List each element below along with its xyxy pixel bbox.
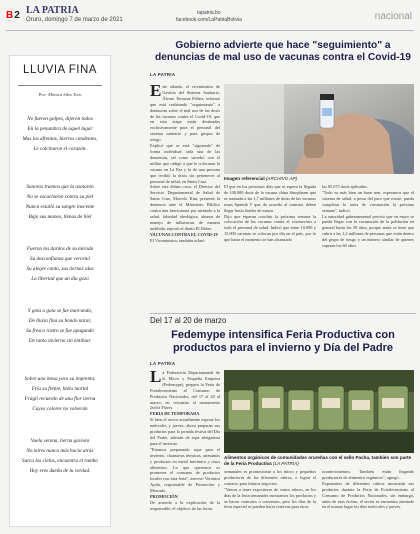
- poem-line: Nunca estalló su sangre inocente: [25, 204, 95, 210]
- article1-col3-p1: las 85.075 dosis aplicadas.: [322, 184, 368, 189]
- poem-line: De lluvia fina su hondo mirar,: [28, 318, 92, 324]
- article2-col2: [224, 469, 316, 510]
- issue-date: Oruro, domingo 7 de marzo de 2021: [26, 17, 123, 23]
- poem-line: Fría su frente, hielo mortal: [31, 386, 89, 392]
- poem-stanza: [10, 182, 110, 222]
- poem-line: Su fresco rostro se fue apagando: [26, 328, 94, 334]
- article2-col3-p2: Exponentes de diferentes rubros mostrarán sus productos durante la Feria de Fortalecimiento al Consumo de Productos Nacionales, sin embargo, antes de esas fechas, el sector se encuentra asentado en el mismo lugar los días miércoles y jueves.: [322, 480, 414, 510]
- article2-col2-p2: "Vamos a tener expositores de varios rubros, en los días de la feria semanales mostramos los productos y se hacen contratos o convenios, pero los días de la feria especial se pueden hacer reservas para otros: [224, 486, 316, 510]
- article1-headline: Gobierno advierte que hace "seguimiento" a denuncias de mal uso de vacunas contra el Covid-19: [155, 40, 411, 63]
- article2-p2: Si bien el sector actualmente expone los miércoles y jueves, ahora preparan sus productos para la jornada festiva del Día del Padre, además de ropa abrigadora para el invierno.: [150, 417, 220, 446]
- article1-col2-p2: Dijo que esperan concluir la próxima semana la colocación de las vacunas contra el coronavirus a todo el personal de salud. Indicó que entre 10.000 y 15.000 vacunas se colocan por día en el país, por lo que hasta el momento se han alcanzado: [224, 213, 316, 243]
- poem-line: No se escucharon contra su piel: [26, 194, 94, 200]
- poem-line: Hoy eres dueña de tu verdad.: [29, 468, 91, 474]
- article1-subhead: VACUNAS CONTRA EL COVID-19: [150, 231, 218, 237]
- poem-line: Su desconfianza que cercenó: [30, 256, 90, 262]
- poem-box: [10, 56, 110, 526]
- article2-source: LA PATRIA: [150, 361, 176, 366]
- article1-p4: El Viceministro, también aclaró: [150, 237, 205, 243]
- section-name: nacional: [374, 11, 412, 22]
- poem-line: Frágil recuerdo de una flor tierna: [24, 396, 96, 402]
- article1-col3: [322, 184, 414, 249]
- poem-line: Sonoros truenos que la azotaron: [26, 184, 94, 190]
- article2-p4: De acuerdo a la explicación de la responsable, el objetivo de las ferias: [150, 499, 220, 511]
- page-header: [0, 0, 420, 30]
- poem-line: Fueron los dardos de su mirada: [26, 246, 94, 252]
- article1-p2: Explicó que se está "siguiendo" de forma individual cada una de las denuncias, tal como sucedió con el militar que obligó a que le colocasen la vacuna en La Paz y la de una persona que recibió la dosis sin pertenecer al personal de salud, en Santa Cruz.: [150, 143, 220, 184]
- article2-rule: [150, 313, 416, 314]
- page-number: B2: [6, 10, 20, 21]
- poem-author: Por: Mónica Siles Toro: [38, 92, 82, 97]
- poem-line: Le calcinaron el corazón.: [33, 146, 87, 152]
- article2-p3: "Estamos preparando ropa para el invierno, chamarras térmicas, artesanías y productos en metal mecánica y otros alimentos. Lo que queremos es promover el consumo de productos locales con esta feria", aseveró Verónica Ayala, responsable de Promoción y Mercado.: [150, 446, 220, 494]
- article1-source: LA PATRIA: [150, 72, 176, 77]
- poem-line: Vuela serena, tierna gaviota: [30, 438, 90, 444]
- article1-p3: Sobre este último caso, el Director del Servicio Departamental de Salud de Santa Cruz, Marcelo Kim, presentó la denuncia ante el Ministerio Público contra una funcionaria por atentado a la salud, falsedad ideológica, abonos de manejo de influencias de manera indebida, reportó el diario El Deber.: [150, 184, 220, 231]
- article2-p1: La Federación Departamental de la Micro y Pequeña Empresa (Fedemype), prepara la Feria de Fortalecimiento al Consumo de Productos Nacionales, del 17 al 20 al marzo, en cercanías al monumento Jach'a Flores.: [150, 367, 220, 411]
- article2-subhead: FERIA DE TEMPORADA: [150, 411, 200, 417]
- poem-line: Y gota a gota se fue marcando,: [27, 308, 93, 314]
- poem-line: No fueron golpes, dijeron todos: [27, 116, 93, 122]
- poem-stanza: [10, 114, 110, 154]
- products-photo: [224, 370, 414, 453]
- article2-subhead2: PROMOCIÓN: [150, 494, 178, 500]
- poem-divider: [18, 85, 102, 86]
- article2-col1: [150, 367, 220, 512]
- article1-col1: [150, 81, 220, 243]
- vaccine-photo: [224, 84, 414, 174]
- article2-col3: [322, 469, 414, 510]
- poem-line: Surca los cielos, encuentra el rumbo: [22, 458, 98, 464]
- products-photo-caption: Alimentos orgánicos de comunidades orureñas con el sello Pacha, también son parte de la Feria Productiva (LA PATRIA): [224, 455, 412, 466]
- poem-stanza: [10, 244, 110, 284]
- article2-headline: Fedemype intensifica Feria Productiva con productos para el invierno y Día del Padre: [171, 329, 395, 354]
- article1-col2: [224, 184, 316, 243]
- header-rule: [6, 30, 414, 31]
- poem-line: De tanto invierno sin entibiar.: [28, 338, 92, 344]
- poem-line: Cuyos colores no volverán: [32, 406, 88, 412]
- poem-line: Sobre una mesa yace su imprenta,: [24, 376, 96, 382]
- header-links: lapatria.bo facebook.com/LaPatriaBolivia: [176, 10, 242, 23]
- poem-line: Su alegre canto, sus tiernas alas: [26, 266, 94, 272]
- article1-p1: Este sábado, el viceministro de Gestión del Sistema Sanitario, Álvaro Terrazas Peláez, informó que está realizando "seguimiento" a denuncias sobre el mal uso de las dosis de las vacunas contra el Covid-19, que en esta etapa están destinadas exclusivamente para el personal del sistema sanitario y para grupos de riesgo.: [150, 81, 220, 143]
- poem-line: En la penumbra de aquel lugar: [27, 126, 93, 132]
- poem-stanza: [10, 306, 110, 346]
- vaccine-photo-caption: Imagen referencial (ARCHIVO AP): [224, 176, 298, 181]
- poem-line: Mas las afrentas, hierros candentes,: [22, 136, 98, 142]
- poem-line: No mires nunca más hacia atrás: [26, 448, 94, 454]
- poem-line: Bajo sus manos, llenas de hiel: [28, 214, 92, 220]
- article1-col3-p2: "Todo va más bien un buen tren, esperamos que el sistema de salud, a pesar del paro que existe, pueda completar la tarea de vacunación la próxima semana", indicó.: [322, 189, 414, 213]
- poem-title: LLUVIA FINA: [23, 64, 97, 76]
- article2-col3-p1: acontecimientos. También están llegando productores de alimentos orgánicos", agregó.: [322, 469, 414, 480]
- article1-col3-p3: La autoridad gubernamental precisó que en mayo se pueda llegar con la vacunación de la población en general hasta los 59 años, porque antes se tiene que cubrir a las 1,2 millones de personas que están dentro del grupo de riesgo y un número similar de quienes superan los 60 años.: [322, 213, 414, 249]
- article2-col2-p1: semanales es promocionar a los micro y pequeños productores de las diferentes rubros, o lograr el contacto para futuros negocios.: [224, 469, 316, 486]
- poem-stanza: [10, 374, 110, 414]
- article1-col2-p1: El que en los próximos días que se espera la llegada de 100.000 dosis de la vacuna china Sinopharm que se sumarán a las 1,7 millones de dosis de las vacunas rusas Sputnik V que, de acuerdo al contrato, deben llegar hasta finales de marzo.: [224, 184, 316, 213]
- poem-stanza: [10, 436, 110, 476]
- newspaper-name: LA PATRIA: [26, 5, 79, 16]
- poem-line: La libertad que un día gozó: [31, 276, 89, 282]
- article2-dateline: Del 17 al 20 de marzo: [150, 316, 227, 325]
